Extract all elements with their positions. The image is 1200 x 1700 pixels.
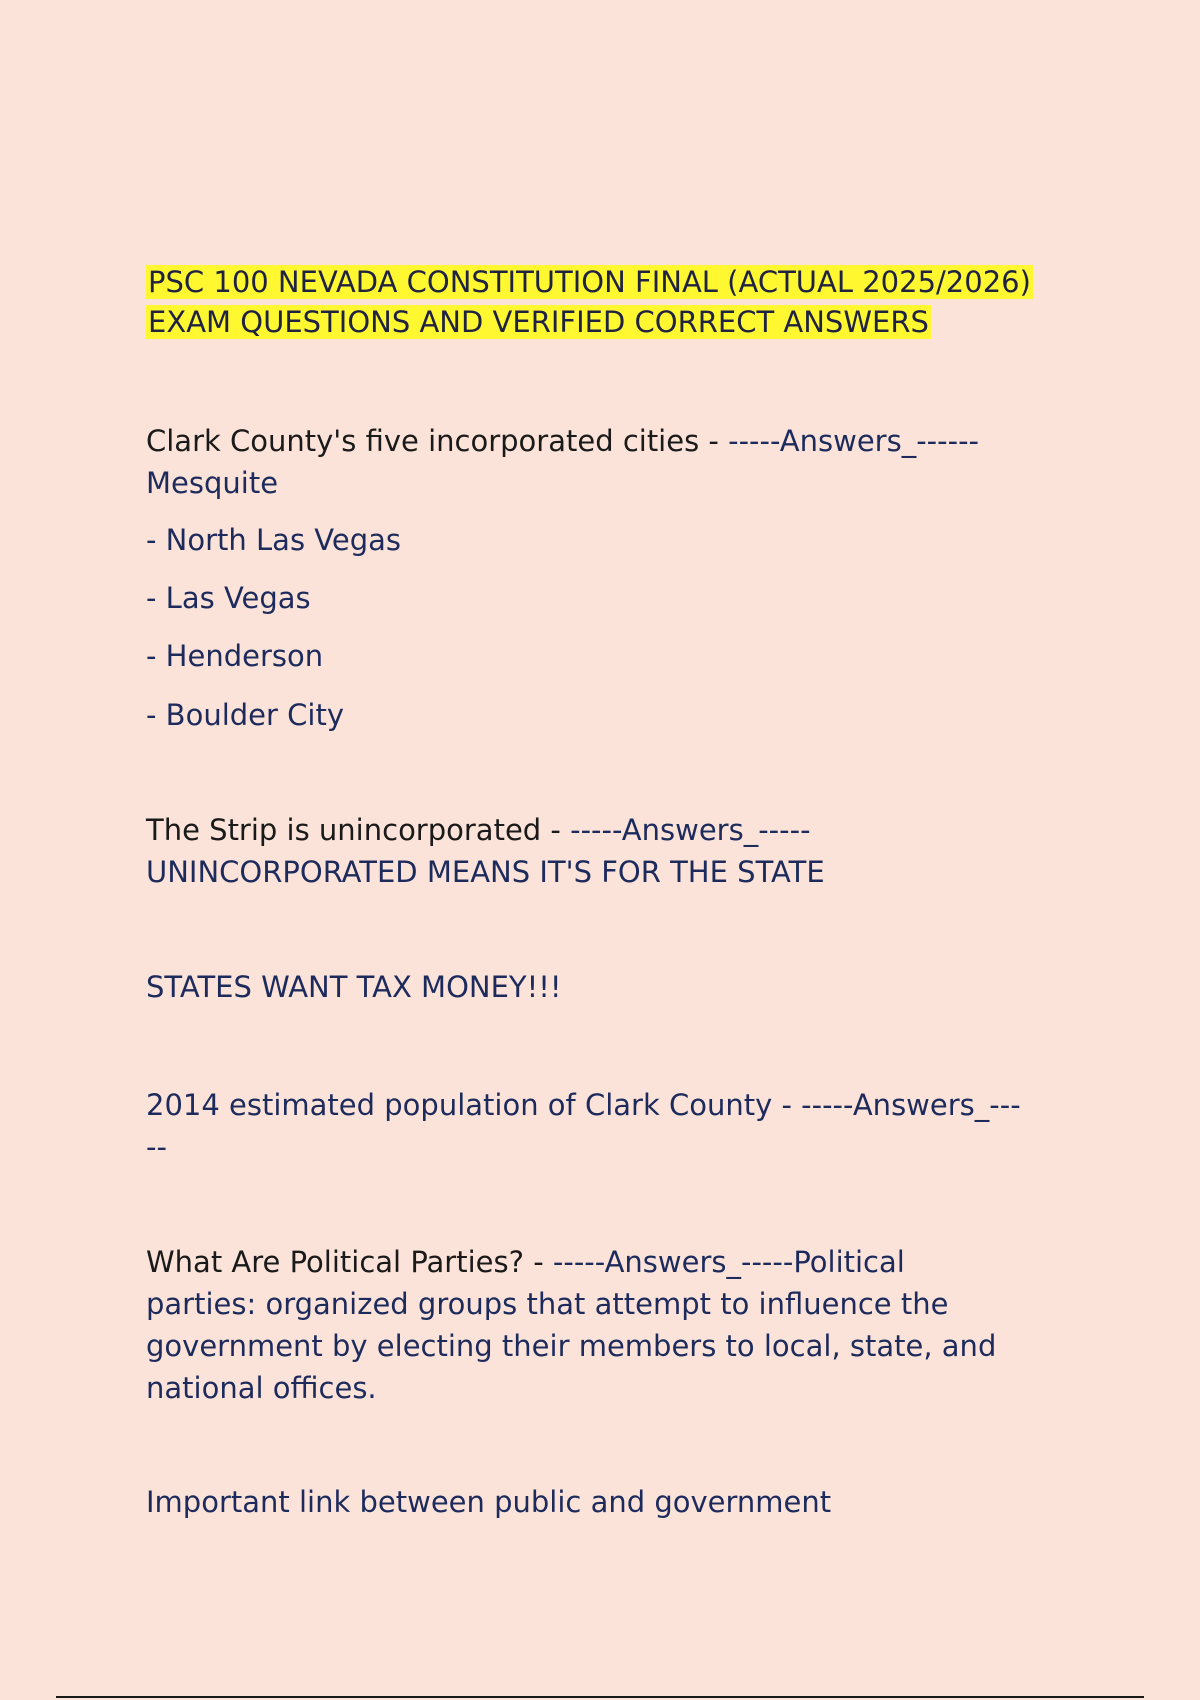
qa-item-4 <box>146 1241 1066 1409</box>
answer-line: parties: organized groups that attempt to influence the <box>146 1287 949 1321</box>
title-line-2: EXAM QUESTIONS AND VERIFIED CORRECT ANSWERS <box>148 305 929 339</box>
answer-marker: -----Answers_------ <box>728 424 979 458</box>
title-line-1: PSC 100 NEVADA CONSTITUTION FINAL (ACTUAL 2025/2026) <box>148 265 1031 299</box>
qa-item-2 <box>146 809 1066 893</box>
answer-line: national offices. <box>146 1371 377 1405</box>
question-text: The Strip is unincorporated - <box>146 813 571 847</box>
answer-marker: -----Answers_----- <box>570 813 811 847</box>
list-item: - Boulder City <box>146 698 344 732</box>
document-title <box>146 262 1066 342</box>
list-item: - North Las Vegas <box>146 523 401 557</box>
answer-extra: Important link between public and government <box>146 1485 832 1519</box>
answer-extra: STATES WANT TAX MONEY!!! <box>146 970 562 1004</box>
qa-item-3 <box>146 1084 1066 1168</box>
list-item: - Las Vegas <box>146 581 311 615</box>
answer-text: UNINCORPORATED MEANS IT'S FOR THE STATE <box>146 855 825 889</box>
list-item: - Henderson <box>146 639 324 673</box>
question-text: 2014 estimated population of Clark County - -----Answers_--- <box>146 1088 1021 1122</box>
answer-line: government by electing their members to local, state, and <box>146 1329 997 1363</box>
document-header <box>146 262 1066 342</box>
answer-text: Mesquite <box>146 466 279 500</box>
qa-item-1 <box>146 420 1066 504</box>
answer-text: -- <box>146 1130 167 1164</box>
footer-divider <box>56 1696 1144 1698</box>
question-text: What Are Political Parties? - <box>146 1245 553 1279</box>
answer-marker: -----Answers_-----Political <box>552 1245 905 1279</box>
question-text: Clark County's five incorporated cities - <box>146 424 729 458</box>
